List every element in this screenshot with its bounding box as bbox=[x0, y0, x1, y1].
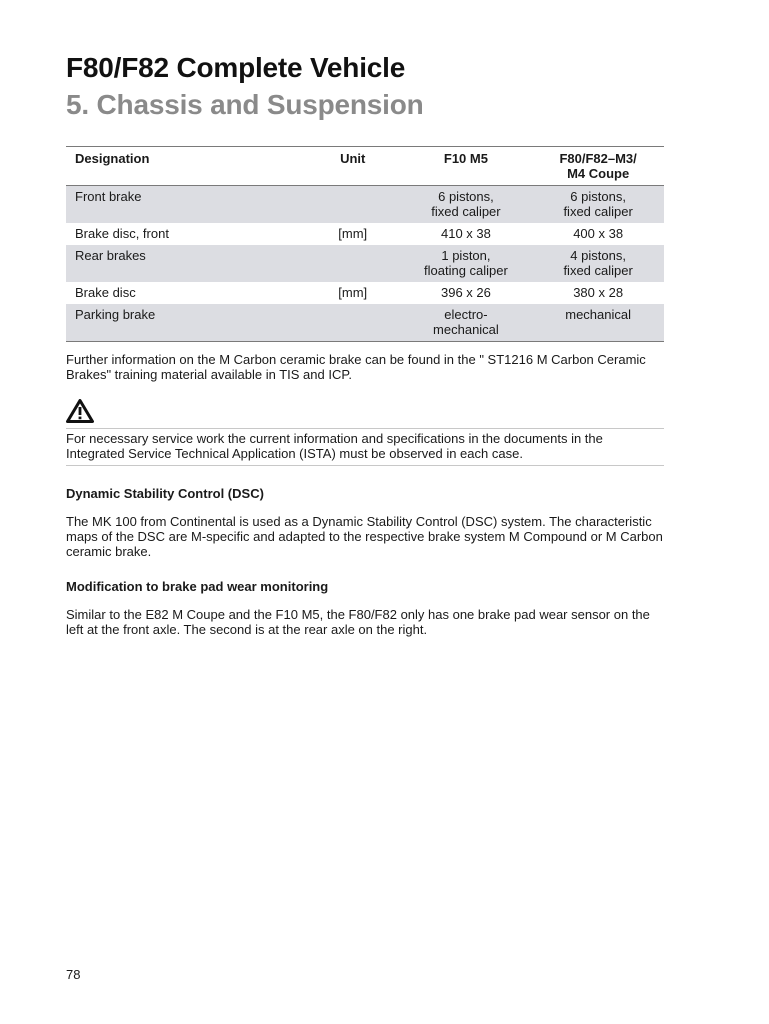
cell-f80: 6 pistons, fixed caliper bbox=[532, 186, 664, 224]
cell-unit: [mm] bbox=[338, 226, 368, 241]
table-row bbox=[66, 223, 664, 245]
page-title: F80/F82 Complete Vehicle bbox=[66, 52, 406, 83]
cell-unit: [mm] bbox=[338, 285, 368, 300]
table-row bbox=[66, 304, 664, 342]
table-row bbox=[66, 186, 664, 224]
column-header-f80-f82 bbox=[532, 147, 664, 186]
cell-unit bbox=[306, 186, 400, 224]
chapter-subtitle: 5. Chassis and Suspension bbox=[66, 89, 424, 120]
cell-designation: Front brake bbox=[66, 186, 306, 224]
cell-f10: 6 pistons, fixed caliper bbox=[400, 186, 533, 224]
warning-bottom-rule bbox=[66, 465, 664, 466]
table-row bbox=[66, 282, 664, 304]
warning-top-rule bbox=[66, 428, 664, 429]
column-header-designation: Designation bbox=[75, 151, 150, 166]
cell-f80: 380 x 28 bbox=[573, 285, 624, 300]
cell-unit bbox=[306, 245, 400, 282]
cell-f10: 1 piston, floating caliper bbox=[400, 245, 533, 282]
cell-f10: 396 x 26 bbox=[441, 285, 491, 300]
table-header-row bbox=[66, 147, 664, 186]
brake-spec-table bbox=[66, 146, 664, 342]
cell-designation: Brake disc, front bbox=[75, 226, 169, 241]
cell-f10: electro- mechanical bbox=[400, 304, 533, 342]
warning-triangle-icon bbox=[66, 399, 94, 423]
cell-f80: 400 x 38 bbox=[573, 226, 624, 241]
column-header-unit: Unit bbox=[340, 151, 366, 166]
page-number: 78 bbox=[66, 967, 81, 982]
section-body-pad-wear: Similar to the E82 M Coupe and the F10 M5, the F80/F82 only has one brake pad wear sensor on the left at the front axle. The second is at the rear axle on the right. bbox=[66, 607, 650, 637]
section-body-dsc: The MK 100 from Continental is used as a Dynamic Stability Control (DSC) system. The characteristic maps of the DSC are M-specific and adapted to the respective brake system M Compound or M Carbon ceramic brake. bbox=[66, 514, 663, 559]
cell-f80: 4 pistons, fixed caliper bbox=[532, 245, 664, 282]
cell-designation: Rear brakes bbox=[66, 245, 306, 282]
cell-designation: Brake disc bbox=[75, 285, 136, 300]
carbon-brake-note: Further information on the M Carbon ceramic brake can be found in the " ST1216 M Carbon Ceramic Brakes" training material available in TIS and ICP. bbox=[66, 352, 646, 382]
cell-unit bbox=[306, 304, 400, 342]
cell-f10: 410 x 38 bbox=[441, 226, 491, 241]
cell-f80: mechanical bbox=[532, 304, 664, 342]
table-row bbox=[66, 245, 664, 282]
cell-designation: Parking brake bbox=[66, 304, 306, 342]
section-heading-pad-wear: Modification to brake pad wear monitoring bbox=[66, 579, 329, 594]
warning-text: For necessary service work the current information and specifications in the documents in the Integrated Service Technical Application (ISTA) must be observed in each case. bbox=[66, 431, 603, 461]
column-header-f10-m5: F10 M5 bbox=[443, 151, 488, 166]
section-heading-dsc: Dynamic Stability Control (DSC) bbox=[66, 486, 264, 501]
column-header-f80-f82-text: F80/F82–M3/ M4 Coupe bbox=[559, 151, 637, 181]
